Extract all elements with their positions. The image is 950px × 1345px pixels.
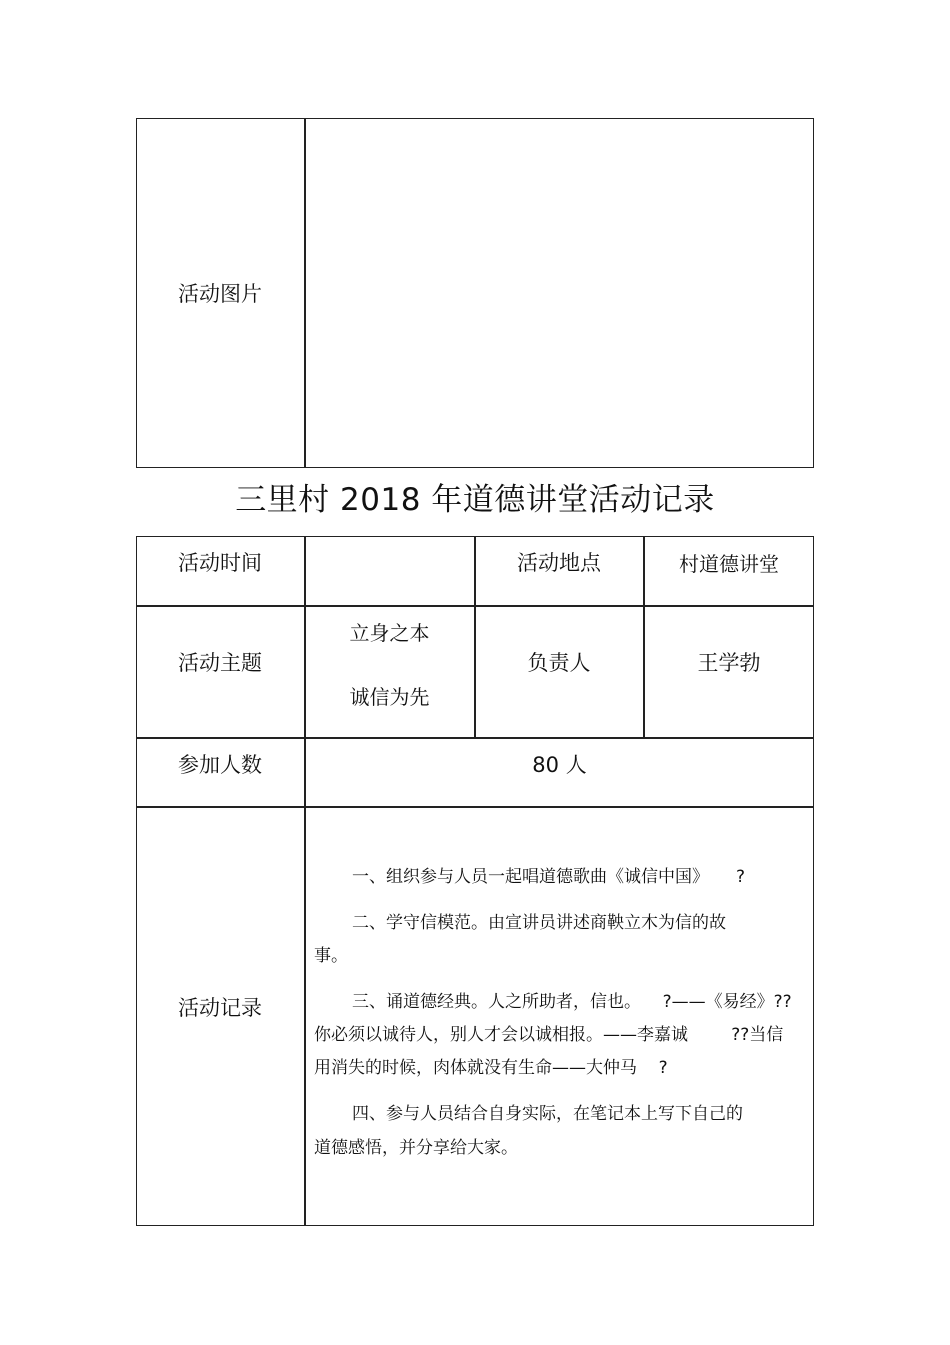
theme-line-2: 诚信为先 xyxy=(349,684,430,709)
record-line-5: 你必须以诚待人，别人才会以诚相报。——李嘉诚 ??当信 xyxy=(314,1025,784,1045)
leader-value: 王学勃 xyxy=(697,651,761,675)
theme-label: 活动主题 xyxy=(178,651,262,675)
record-line-1: 一、组织参与人员一起唱道德歌曲《诚信中国》 ? xyxy=(352,867,746,887)
record-line-2: 二、学守信模范。由宣讲员讲述商鞅立木为信的故 xyxy=(352,913,726,933)
time-value xyxy=(305,536,474,588)
record-line-7: 四、参与人员结合自身实际，在笔记本上写下自己的 xyxy=(352,1104,743,1124)
record-line-8: 道德感悟，并分享给大家。 xyxy=(314,1138,518,1158)
time-label: 活动时间 xyxy=(178,551,262,575)
leader-label: 负责人 xyxy=(527,651,591,675)
place-value: 村道德讲堂 xyxy=(679,551,779,576)
record-label: 活动记录 xyxy=(178,996,262,1020)
count-value: 80 人 xyxy=(532,753,587,777)
place-label: 活动地点 xyxy=(517,551,601,575)
page-title: 三里村 2018 年道德讲堂活动记录 xyxy=(235,482,715,518)
theme-line-1: 立身之本 xyxy=(349,620,430,645)
record-line-6: 用消失的时候，肉体就没有生命——大仲马 ? xyxy=(314,1058,668,1078)
record-line-3: 事。 xyxy=(314,946,348,966)
photo-area xyxy=(306,120,812,466)
photo-label: 活动图片 xyxy=(178,282,262,306)
count-label: 参加人数 xyxy=(178,753,262,777)
record-line-4: 三、诵道德经典。人之所助者，信也。 ?——《易经》?? xyxy=(352,992,792,1012)
